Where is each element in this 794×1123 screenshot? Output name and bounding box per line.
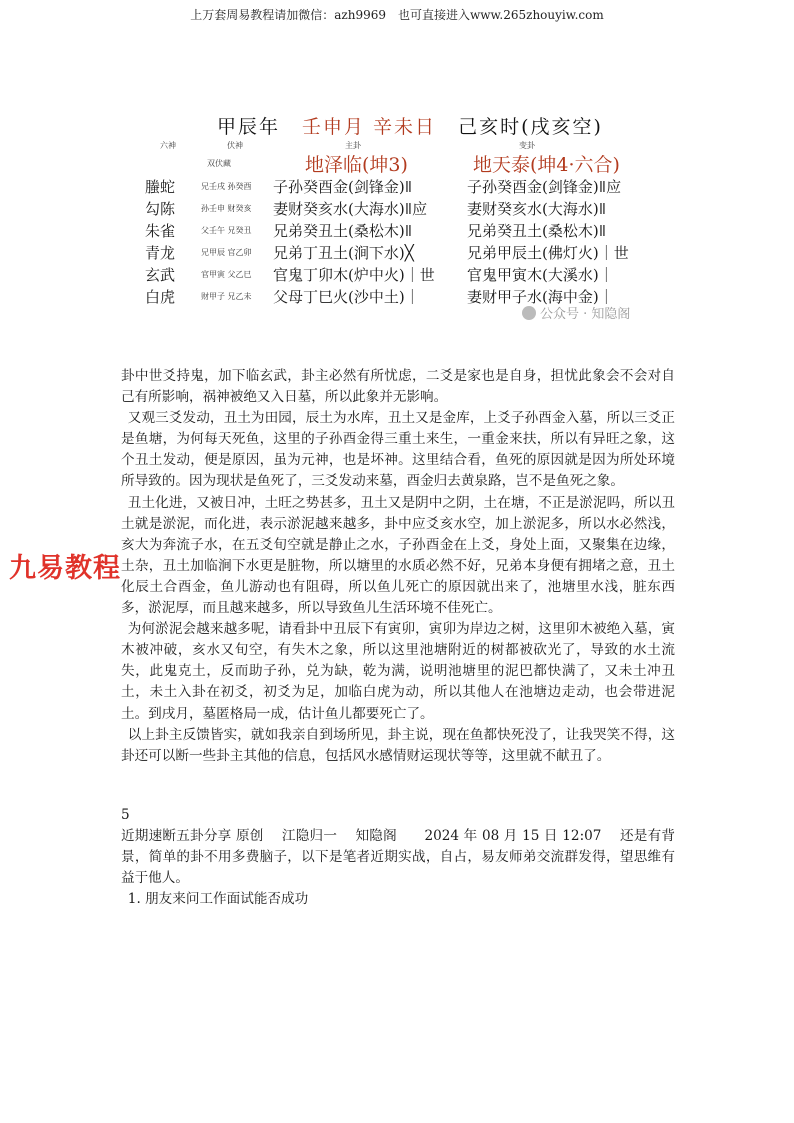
paragraph: 又观三爻发动，丑土为田园，辰土为水库，丑土又是金库，上爻子孙酉金入墓，所以三爻正是鱼塘，为何每天死鱼，这里的子孙酉金得三重土来生，一重金来扶，所以有异旺之象，这个丑土发动，便是原因，虽为元神，也是坏神。这里结合看，鱼死的原因就是因为所处环境所导致的。因为现状是鱼死了，三爻发动来墓，酉金归去黄泉路，岂不是鱼死之象。 xyxy=(121,410,675,490)
fushen-label: 财甲子 兄乙未 xyxy=(201,292,252,301)
wechat-icon xyxy=(522,306,536,320)
hexagram-date-line xyxy=(217,112,603,139)
page-header-note: 上万套周易教程请加微信：azh9969 也可直接进入www.265zhouyiw.com xyxy=(190,8,604,22)
change-yao: 子孙癸酉金(剑锋金)ǁ应 xyxy=(467,178,622,196)
main-gua-name: 地泽临(坤3) xyxy=(305,154,408,176)
yao-row xyxy=(145,242,665,264)
paragraph: 为何淤泥会越来越多呢，请看卦中丑辰下有寅卯，寅卯为岸边之树，这里卯木被绝入墓，寅木被冲破，亥水又旬空，有失木之象，所以这里池塘附近的树都被砍光了，导致的水土流失，此鬼克土，反而助子孙，兑为缺，乾为满，说明池塘里的泥巴都快满了，又未土冲丑土，未土入卦在初爻，初爻为足，加临白虎为动，所以其他人在池塘边走动，也会带进泥土。到戌月，墓匿格局一成，估计鱼儿都要死亡了。 xyxy=(121,621,675,722)
liushen-label: 青龙 xyxy=(145,244,176,262)
paragraph: 卦中世爻持鬼，加下临玄武，卦主必然有所忧虑，二爻是家也是自身，担忧此象会不会对自己有所影响，祸神被绝又入日墓，所以此象并无影响。 xyxy=(121,368,675,406)
article-body xyxy=(121,366,675,767)
change-yao: 妻财甲子水(海中金)｜ xyxy=(467,288,614,306)
hexagram-chart xyxy=(145,112,665,312)
yao-row xyxy=(145,176,665,198)
change-yao: 兄弟癸丑土(桑松木)ǁ xyxy=(467,222,607,240)
change-gua-name: 地天泰(坤4·六合) xyxy=(473,154,620,176)
liushen-label: 白虎 xyxy=(145,288,176,306)
col-change: 变卦 xyxy=(519,141,535,150)
side-watermark: 九易教程 xyxy=(9,553,121,584)
liushen-label: 玄武 xyxy=(145,266,176,284)
paragraph: 丑土化进，又被日冲，土旺之势甚多，丑土又是阴中之阴，土在塘，不正是淤泥吗，所以丑土就是淤泥，而化进，表示淤泥越来越多，卦中应爻亥水空，加上淤泥多，所以水必然浅，亥大为奔流子水，在五爻旬空就是静止之水，子孙酉金在上爻，身处上面，又聚集在边缘，土杂，丑土加临涧下水更是脏物，所以塘里的水质必然不好，兄弟本身便有拥堵之意，丑土化辰土合酉金，鱼儿游动也有阻碍，所以鱼儿死亡的原因就出来了，池塘里水浅，脏东西多，淤泥厚，而且越来越多，所以导致鱼儿生活环境不佳死亡。 xyxy=(121,494,675,617)
main-yao: 子孙癸酉金(剑锋金)ǁ xyxy=(273,178,413,196)
fushen-label: 兄甲辰 官乙卯 xyxy=(201,248,252,257)
wechat-watermark xyxy=(522,303,630,322)
yao-row xyxy=(145,220,665,242)
yao-row xyxy=(145,198,665,220)
watermark-text: 公众号 · 知隐阁 xyxy=(540,307,631,322)
col-main: 主卦 xyxy=(345,141,361,150)
fushen-label: 父壬午 兄癸丑 xyxy=(201,226,252,235)
change-yao: 官鬼甲寅木(大溪水)｜ xyxy=(467,266,614,284)
col-fushen: 伏神 xyxy=(227,141,243,150)
liushen-label: 螣蛇 xyxy=(145,178,176,196)
section-intro: 近期速断五卦分享 原创 江隐归一 知隐阁 2024 年 08 月 15 日 12:07 还是有背景，简单的卦不用多费脑子，以下是笔者近期实战，自占，易友师弟交流群发得，望思维有益于他人。 xyxy=(121,828,675,887)
fushen-label: 孙壬申 财癸亥 xyxy=(201,204,252,213)
section-5 xyxy=(121,805,675,910)
paragraph: 以上卦主反馈皆实，就如我亲自到场所见，卦主说，现在鱼都快死没了，让我哭笑不得，这卦还可以断一些卦主其他的信息，包括风水感情财运现状等等，这里就不献丑了。 xyxy=(121,726,675,764)
hour-label: 己亥时(戌亥空) xyxy=(458,116,603,138)
liushen-label: 朱雀 xyxy=(145,222,176,240)
yao-row xyxy=(145,264,665,286)
change-yao: 兄弟甲辰土(佛灯火)｜世 xyxy=(467,244,629,262)
main-yao: 兄弟癸丑土(桑松木)ǁ xyxy=(273,222,413,240)
main-yao: 父母丁巳火(沙中土)｜ xyxy=(273,288,420,306)
liushen-label: 勾陈 xyxy=(145,200,176,218)
month-day-label: 壬申月 辛未日 xyxy=(302,116,437,138)
main-yao: 妻财癸亥水(大海水)ǁ应 xyxy=(273,200,428,218)
fushen-label: 兄壬戌 孙癸酉 xyxy=(201,182,252,191)
fushen-label: 官甲寅 父乙巳 xyxy=(201,270,252,279)
section-item: 1. 朋友来问工作面试能否成功 xyxy=(127,891,309,908)
main-yao: 兄弟丁丑土(涧下水)╳ xyxy=(273,244,414,262)
col-liushen: 六神 xyxy=(160,141,176,150)
section-number: 5 xyxy=(121,807,130,823)
col-fushen-2: 双伏藏 xyxy=(207,159,231,168)
change-yao: 妻财癸亥水(大海水)ǁ xyxy=(467,200,607,218)
year-label: 甲辰年 xyxy=(217,116,281,138)
main-yao: 官鬼丁卯木(炉中火)｜世 xyxy=(273,266,435,284)
